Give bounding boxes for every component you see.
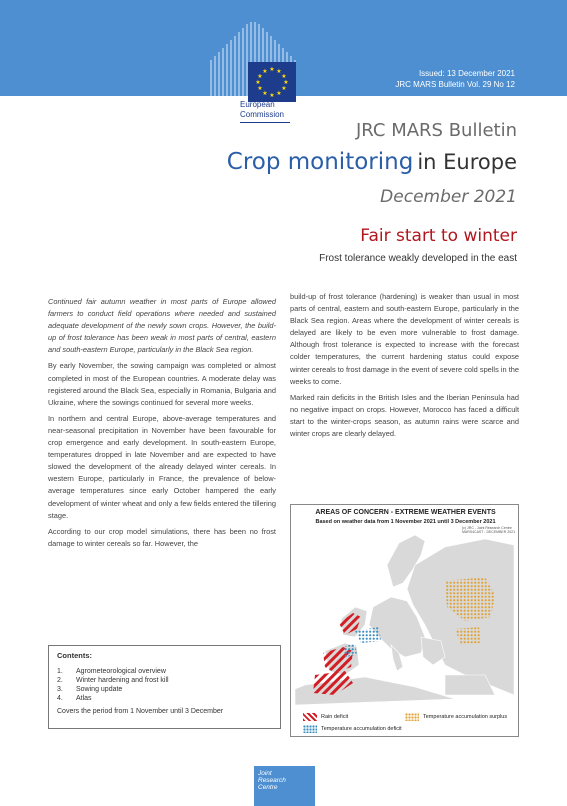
svg-text:★: ★: [276, 90, 282, 97]
svg-text:★: ★: [269, 92, 275, 99]
headline: Fair start to winter: [360, 226, 517, 246]
paragraph-2: In northern and central Europe, above-average temperatures and near-seasonal precipitation in November have been favourable for crop emergence and early development. In south-eastern Europe, temperatures dropped in late November and are expected to have slowed the development of the already delayed winter cereals. In western Europe, particularly in France, the prevalence of below-average temperatures since early October hampered the early development of winter wheat and only a few fields entered the tillering stage.: [48, 413, 277, 520]
lead-paragraph: Continued fair autumn weather in most parts of Europe allowed farmers to conduct field operations where needed and sustained adequate development of the newly sown crops. However, the build-up of frost tolerance has been weak in most parts of central, eastern and south-eastern Europe, particularly in the Black Sea region.: [48, 297, 276, 355]
paragraph-1: By early November, the sowing campaign was completed or almost completed in most of the European countries. A moderate delay was registered around the Black Sea, especially in Romania, Bulgaria and Ukraine, where the sowings continued for several more weeks.: [48, 361, 276, 407]
subheadline: Frost tolerance weakly developed in the east: [319, 253, 517, 264]
contents-list: [57, 667, 280, 703]
map-subtitle: Based on weather data from 1 November 2021 until 3 December 2021: [315, 519, 496, 525]
paragraph-3: According to our crop model simulations, there has been no frost damage to winter cereals so far. However, the: [48, 526, 276, 548]
svg-text:★: ★: [262, 90, 268, 97]
rain-deficit-swatch: [303, 713, 317, 721]
body-column-right: [290, 291, 519, 444]
legend-temp-surplus: Temperature accumulation surplus: [405, 713, 507, 721]
contents-item[interactable]: 1. Agrometeorological overview: [57, 668, 166, 675]
contents-heading: Contents:: [57, 651, 92, 660]
temperature-surplus-swatch: [405, 713, 419, 721]
svg-text:★: ★: [283, 79, 289, 86]
title-main: Crop monitoring: [226, 149, 414, 175]
map-credit: (c) JRC - Joint Research Centre MARS4CAST - DECEMBER 2021: [462, 526, 516, 534]
body-column-left: [48, 296, 276, 554]
jrc-logo: Joint Research Centre: [254, 766, 315, 806]
legend-temp-deficit: Temperature accumulation deficit: [303, 725, 402, 733]
bulletin-reference: JRC MARS Bulletin Vol. 29 No 12: [395, 80, 515, 89]
contents-item[interactable]: 3. Sowing update: [57, 686, 123, 693]
svg-text:★: ★: [269, 66, 275, 73]
organisation-name: European Commission: [240, 100, 290, 123]
europe-map: [295, 525, 514, 705]
paragraph-4: build-up of frost tolerance (hardening) is weaker than usual in most parts of central, eastern and south-eastern Europe, particularly in the Black Sea region. Areas where the development of winter cereals is delayed are likely to be even more vulnerable to frost damage. Although frost tolerance is expected to increase with the forecast colder temperatures, the current hardening status could expose winter cereals to frost damage in the event of severe cold spells in the weeks to come.: [290, 292, 519, 386]
issue-info: [395, 68, 515, 90]
coverage-period: Covers the period from 1 November until 3 December: [57, 708, 224, 715]
map-title: AREAS OF CONCERN - EXTREME WEATHER EVENTS: [315, 509, 496, 516]
paragraph-5: Marked rain deficits in the British Isles and the Iberian Peninsula had no negative impact on crops. However, Morocco has faced a difficult start to the winter-crops season, as autumn rains were scarce and winter crops are clearly delayed.: [290, 392, 519, 439]
svg-text:★: ★: [262, 68, 268, 75]
map-figure: [290, 504, 519, 737]
bulletin-name: JRC MARS Bulletin: [355, 120, 517, 141]
title-suffix: in Europe: [417, 150, 517, 174]
contents-item[interactable]: 4. Atlas: [57, 695, 92, 702]
legend-rain-deficit: Rain deficit: [303, 713, 348, 721]
svg-text:★: ★: [257, 85, 263, 92]
temperature-deficit-swatch: [303, 725, 317, 733]
issue-month: December 2021: [380, 187, 517, 207]
eu-flag-icon: [248, 62, 296, 102]
svg-text:★: ★: [281, 73, 287, 80]
contents-item[interactable]: 2. Winter hardening and frost kill: [57, 677, 169, 684]
svg-text:★: ★: [276, 68, 282, 75]
issue-date: Issued: 13 December 2021: [418, 69, 515, 78]
svg-text:★: ★: [257, 73, 263, 80]
svg-text:★: ★: [281, 85, 287, 92]
page-title: [227, 149, 517, 175]
contents-box: [48, 645, 281, 729]
svg-text:★: ★: [255, 79, 261, 86]
